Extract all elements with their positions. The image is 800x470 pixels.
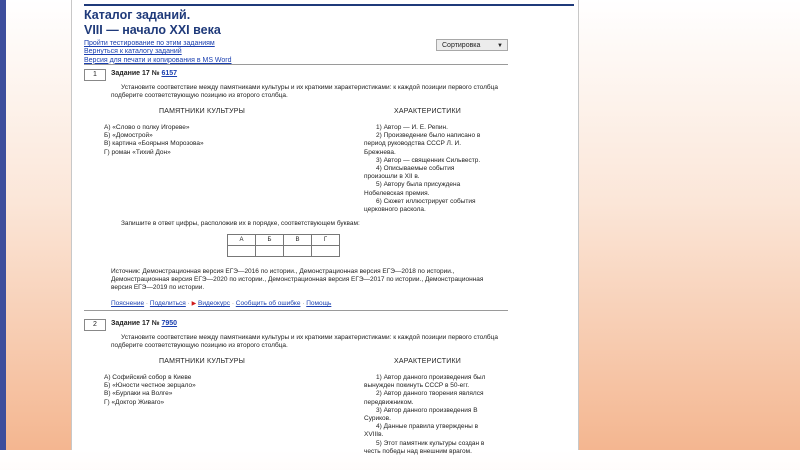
answer-cell[interactable] <box>312 246 340 257</box>
right-item: 4) Описываемые события произошли в XII в. <box>364 165 455 181</box>
answer-letter: А <box>228 235 256 246</box>
sort-dropdown[interactable] <box>436 39 508 51</box>
chevron-down-icon: ▼ <box>497 43 503 49</box>
answer-letter: В <box>284 235 312 246</box>
explanation-link[interactable]: Пояснение <box>111 300 145 307</box>
divider <box>84 64 508 65</box>
left-column-header: ПАМЯТНИКИ КУЛЬТУРЫ <box>159 108 246 115</box>
report-error-link[interactable]: Сообщить об ошибке <box>235 300 301 307</box>
left-item: А) Софийский собор в Киеве <box>104 374 192 381</box>
answer-prompt: Запишите в ответ цифры, расположив их в порядке, соответствующем буквам: <box>121 220 360 227</box>
right-item: 4) Данные правила утверждены в XVIIIв. <box>364 423 479 439</box>
left-item: А) «Слово о полку Игореве» <box>104 124 190 131</box>
task-card <box>84 69 514 308</box>
right-column <box>364 358 489 456</box>
right-column-header: ХАРАКТЕРИСТИКИ <box>394 358 461 365</box>
print-version-link[interactable]: Версия для печати и копирования в MS Word <box>84 56 232 64</box>
answer-letter: Г <box>312 235 340 246</box>
answer-table <box>227 234 340 257</box>
right-item: 3) Автор данного произведения В Суриков. <box>364 406 478 423</box>
left-column-header: ПАМЯТНИКИ КУЛЬТУРЫ <box>159 358 246 365</box>
right-item: 1) Автор — И. Е. Репин. <box>376 124 448 131</box>
sort-label: Сортировка <box>442 42 481 49</box>
page-title-line1: Каталог заданий. <box>84 8 191 22</box>
right-item: 3) Автор — священник Сильвестр. <box>376 156 481 164</box>
left-column <box>104 358 284 407</box>
answer-cell[interactable] <box>256 246 284 257</box>
task-number: 2 <box>84 319 106 331</box>
browser-page <box>71 0 579 455</box>
right-item: 5) Этот памятник культуры создан в честь победы над внешним врагом. <box>364 439 485 455</box>
left-item: Г) роман «Тихий Дон» <box>104 148 171 156</box>
help-link[interactable]: Помощь <box>306 300 332 307</box>
header-rule <box>84 4 574 6</box>
divider <box>84 310 508 311</box>
share-link[interactable]: Поделиться <box>149 300 186 307</box>
left-item: Б) «Домострой» <box>104 132 153 140</box>
task-instruction: Установите соответствие между памятниками культуры и их краткими характеристиками: к каждой позиции первого столбца подберите соответствующую позицию из второго столбца. <box>111 84 498 99</box>
right-column <box>364 108 489 214</box>
task-card <box>84 319 514 470</box>
right-item: 5) Автору была присуждена Нобелевская премия. <box>364 181 461 197</box>
left-item: В) «Бурлаки на Волге» <box>104 390 173 398</box>
play-icon: ▶ <box>191 301 197 307</box>
right-item: 2) Автор данного творения являлся передвижником. <box>364 390 484 406</box>
answer-cell[interactable] <box>284 246 312 257</box>
left-column <box>104 108 284 157</box>
right-column-header: ХАРАКТЕРИСТИКИ <box>394 108 461 115</box>
page-title <box>84 8 221 38</box>
left-item: Б) «Юности честное зерцало» <box>104 382 196 390</box>
task-id-link[interactable]: 6157 <box>161 70 178 77</box>
task-source: Источник: Демонстрационная версия ЕГЭ—2016 по истории., Демонстрационная версия ЕГЭ—2018 по истории., Демонстрационная версия ЕГЭ—2020 по истории., Демонстрационная версия ЕГЭ—2017 по истории., Демонстрационная версия ЕГЭ—2019 по истории. <box>111 268 484 291</box>
task-id-link[interactable]: 7950 <box>161 320 178 327</box>
left-item: Г) «Доктор Живаго» <box>104 398 165 406</box>
right-item: 1) Автор данного произведения был вынужден покинуть СССР в 50-егг. <box>364 374 486 390</box>
back-to-catalog-link[interactable]: Вернуться к каталогу заданий <box>84 48 182 56</box>
header-links <box>84 40 232 65</box>
answer-cell[interactable] <box>228 246 256 257</box>
right-item: 2) Произведение было написано в период руководства СССР Л. И. Брежнева. <box>364 132 481 156</box>
task-label: Задание 17 № 6157 <box>111 70 178 77</box>
right-item: 6) Сюжет иллюстрирует события церковного раскола. <box>364 197 476 214</box>
slide-edge-bar <box>0 0 6 450</box>
video-course-link[interactable]: Видеокурс <box>198 300 230 307</box>
task-toolbar: Пояснение · Поделиться · ▶ Видеокурс · Сообщить об ошибке · Помощь <box>111 300 332 307</box>
task-instruction: Установите соответствие между памятниками культуры и их краткими характеристиками: к каждой позиции первого столбца подберите соответствующую позицию из второго столбца. <box>111 334 498 349</box>
matching-columns <box>84 108 514 220</box>
answer-letter: Б <box>256 235 284 246</box>
task-label: Задание 17 № 7950 <box>111 320 178 327</box>
start-test-link[interactable]: Пройти тестирование по этим заданиям <box>84 40 215 47</box>
page-title-line2: VIII — начало XXI века <box>84 23 221 37</box>
task-number: 1 <box>84 69 106 81</box>
matching-columns <box>84 358 514 470</box>
left-item: В) картина «Боярыня Морозова» <box>104 140 204 148</box>
